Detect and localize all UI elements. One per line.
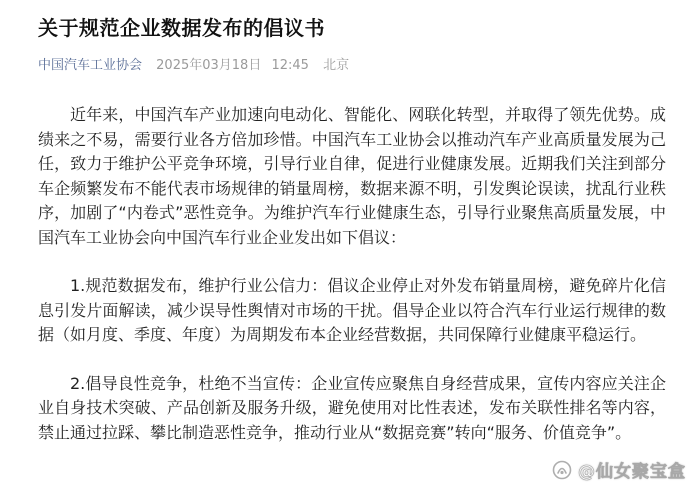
publish-time: 12:45: [271, 58, 309, 73]
publish-date: 2025年03月18日: [156, 58, 262, 73]
source-account-link[interactable]: 中国汽车工业协会: [38, 58, 143, 73]
article-meta: [38, 57, 349, 75]
watermark: [552, 457, 686, 482]
paragraph-proposal-1: 1.规范数据发布，维护行业公信力：倡议企业停止对外发布销量周榜，避免碎片化信息引发片面解读，减少误导性舆情对市场的干扰。倡导企业以符合汽车行业运行规律的数据（如月度、季度、年度）为周期发布本企业经营数据，共同保障行业健康平稳运行。: [38, 276, 666, 344]
article-body: [38, 103, 666, 445]
article-title: 关于规范企业数据发布的倡议书: [38, 16, 325, 40]
publish-location: 北京: [323, 58, 350, 73]
paragraph-intro: 近年来，中国汽车产业加速向电动化、智能化、网联化转型，并取得了领先优势。成绩来之不易，需要行业各方倍加珍惜。中国汽车工业协会以推动汽车产业高质量发展为己任，致力于维护公平竞争环境，引导行业自律，促进行业健康发展。近期我们关注到部分车企频繁发布不能代表市场规律的销量周榜，数据来源不明，引发舆论误读，扰乱行业秩序，加剧了“内卷式”恶性竞争。为维护汽车行业健康生态，引导行业聚焦高质量发展，中国汽车工业协会向中国汽车行业企业发出如下倡议：: [38, 105, 666, 247]
watermark-text: @仙女聚宝盒: [578, 462, 686, 482]
paragraph-proposal-2: 2.倡导良性竞争，杜绝不当宣传：企业宣传应聚焦自身经营成果，宣传内容应关注企业自身技术突破、产品创新及服务升级，避免使用对比性表述，发布关联性排名等内容，禁止通过拉踩、攀比制造恶性竞争，推动行业从“数据竞赛”转向“服务、价值竞争”。: [38, 373, 666, 442]
watermark-logo-icon: [552, 460, 572, 480]
